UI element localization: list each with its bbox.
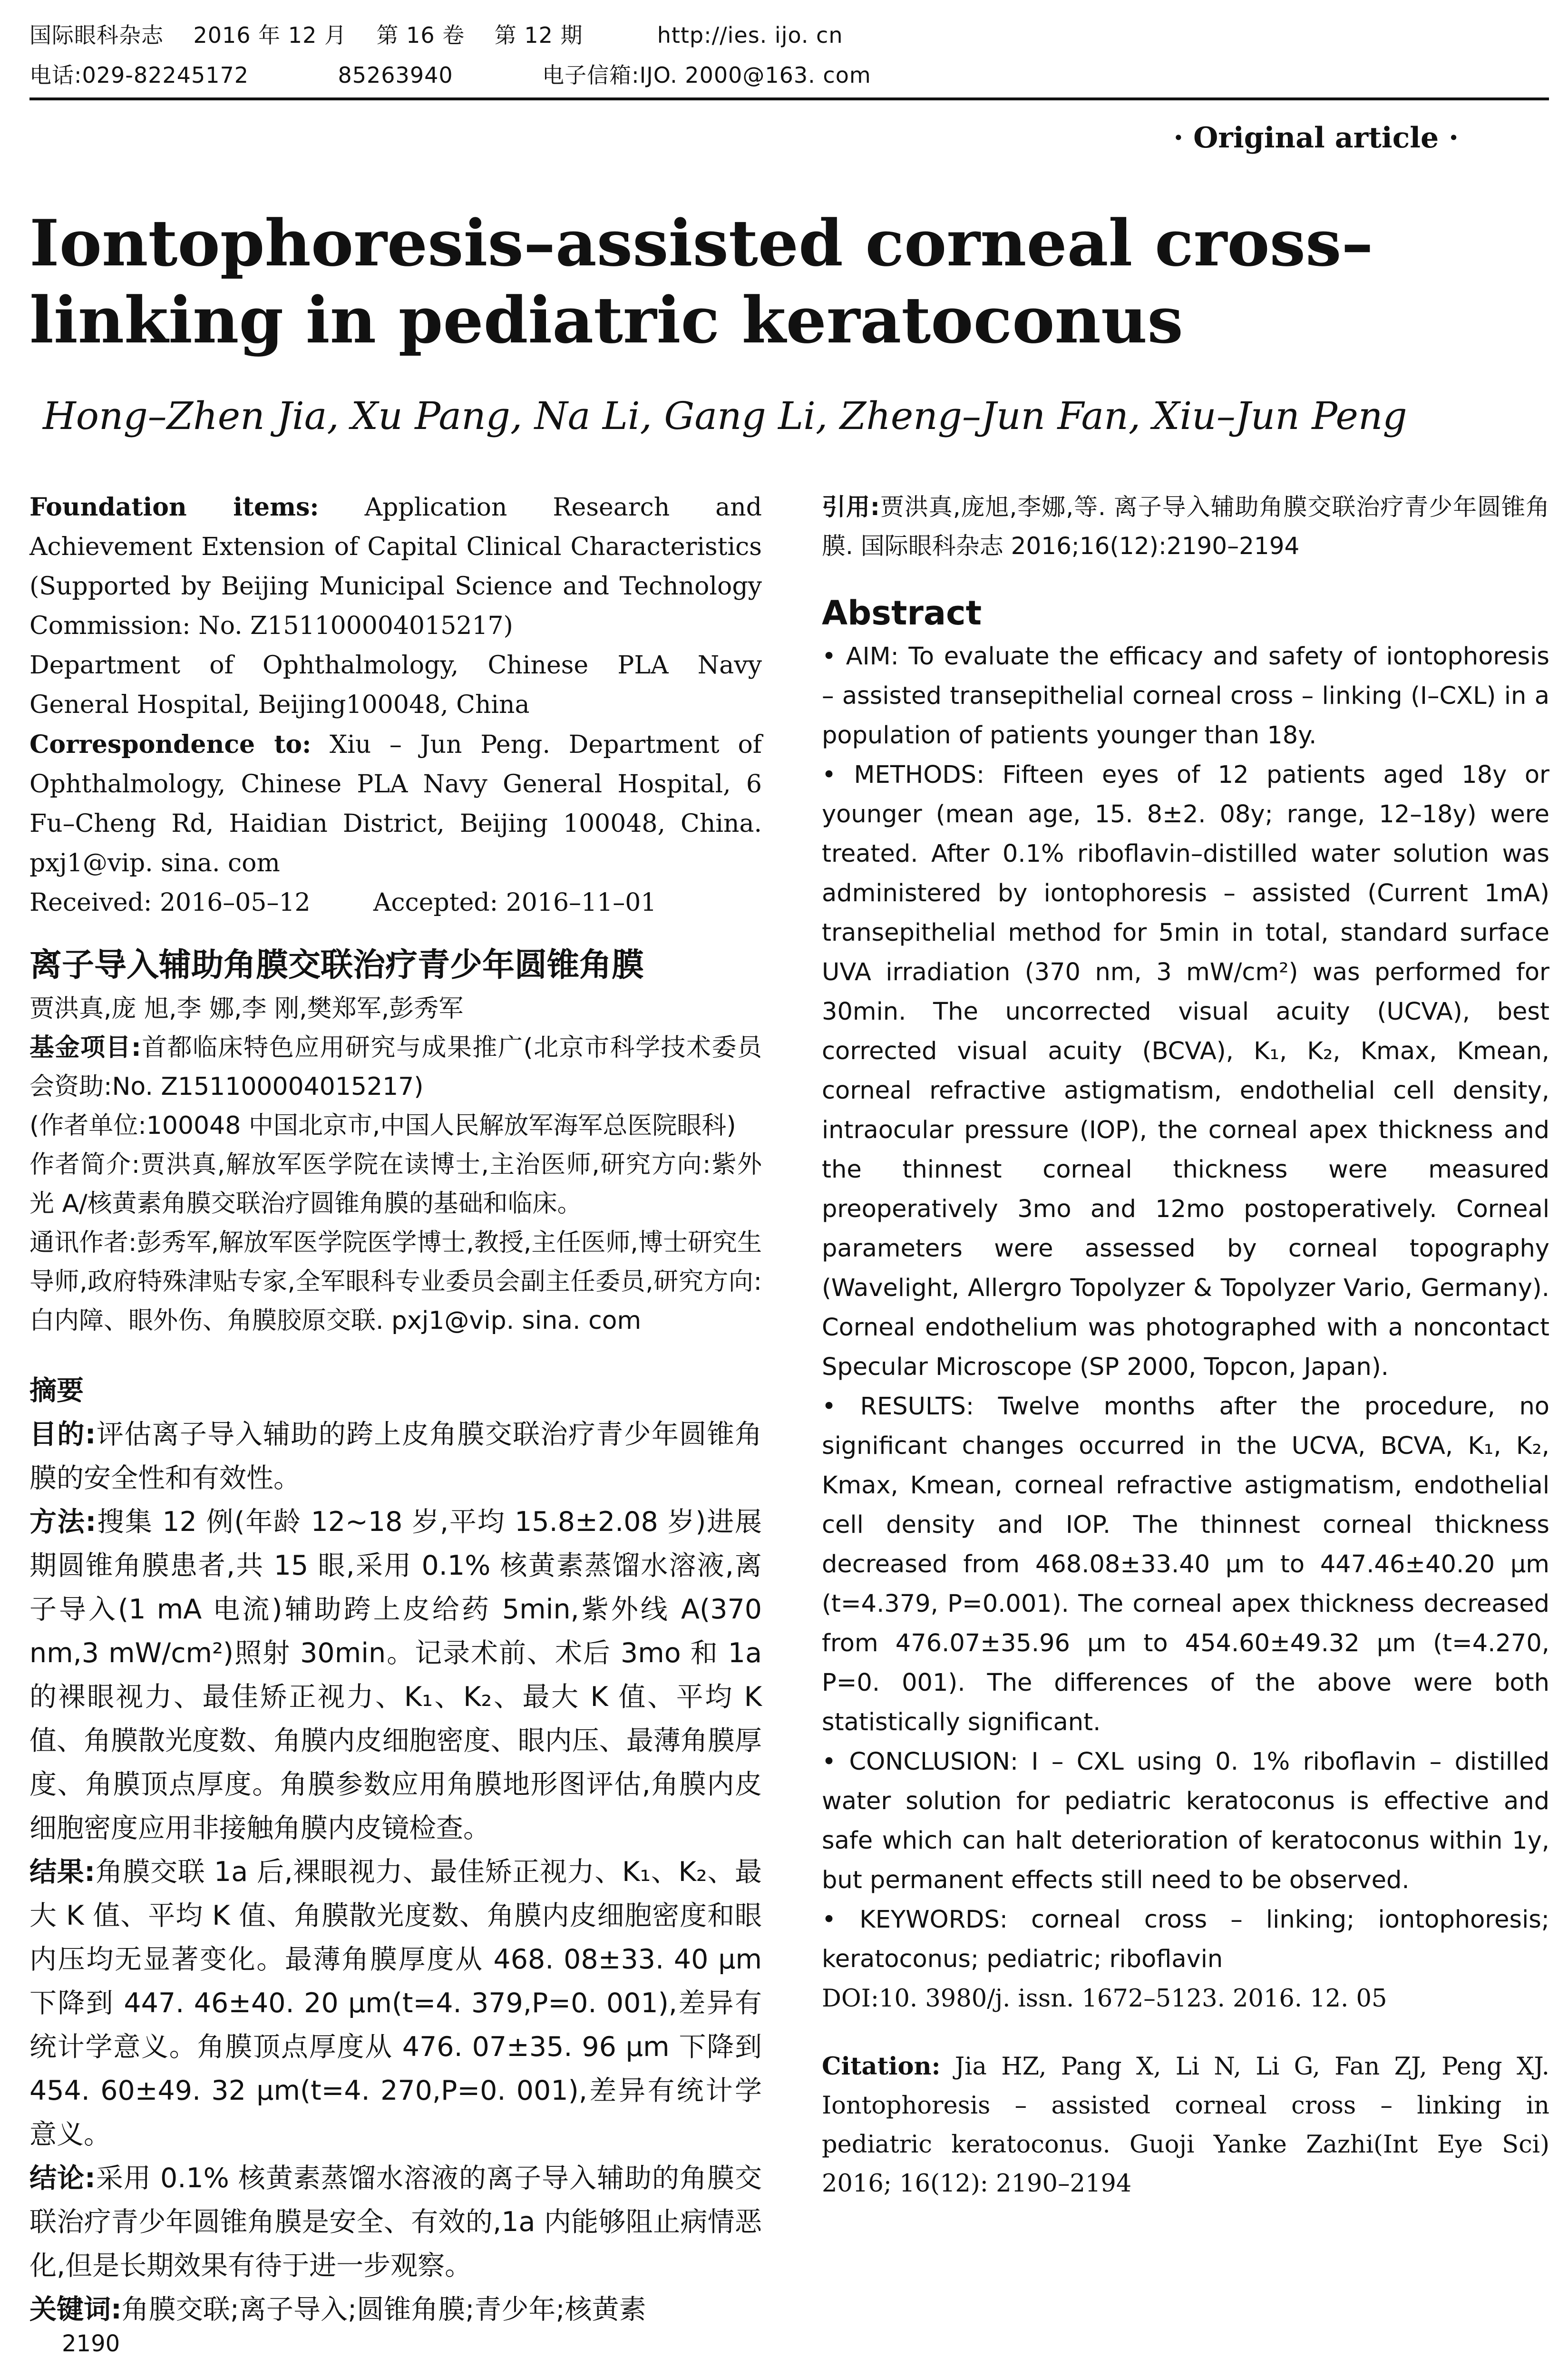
chinese-aim-text: 评估离子导入辅助的跨上皮角膜交联治疗青少年圆锥角膜的安全性和有效性。 <box>29 1419 762 1494</box>
abstract-methods: • METHODS: Fifteen eyes of 12 patients aged 18y or younger (mean age, 15. 8±2. 08y; range, 12–18y) were treated. After 0.1% riboflavin–distilled water solution was administered by iontophoresis – assisted (Current 1mA) transepithelial method for 5min in total, standard surface UVA irradiation (370 nm, 3 mW/cm²) was performed for 30min. The uncorrected visual acuity (UCVA), best corrected visual acuity (BCVA), K₁, K₂, Kmax, Kmean, corneal refractive astigmatism, endothelial cell density, intraocular pressure (IOP), the corneal apex thickness and the thinnest corneal thickness were measured preoperatively 3mo and 12mo postoperatively. Corneal parameters were assessed by corneal topography (Wavelight, Allergro Topolyzer & Topolyzer Vario, Germany). Corneal endothelium was photographed with a noncontact Specular Microscope (SP 2000, Topcon, Japan). <box>822 761 1549 1381</box>
header-contact-line: 电话:029-82245172 85263940 电子信箱:IJO. 2000@163. com <box>29 62 871 88</box>
chinese-keywords-text: 角膜交联;离子导入;圆锥角膜;青少年;核黄素 <box>121 2294 646 2325</box>
chinese-results-label: 结果: <box>29 1856 96 1888</box>
chinese-keywords-label: 关键词: <box>29 2294 122 2325</box>
abstract-aim: • AIM: To evaluate the efficacy and safety of iontophoresis – assisted transepithelial corneal cross – linking (I–CXL) in a population of patients younger than 18y. <box>822 643 1549 750</box>
article-type: · Original article · <box>1173 121 1459 155</box>
chinese-results <box>29 1850 762 2156</box>
header-divider <box>29 97 1549 100</box>
chinese-citation-label: 引用: <box>822 493 880 521</box>
chinese-author-intro: 作者简介:贾洪真,解放军医学院在读博士,主治医师,研究方向:紫外光 A/核黄素角膜交联治疗圆锥角膜的基础和临床。 <box>29 1150 762 1218</box>
author-list: Hong–Zhen Jia, Xu Pang, Na Li, Gang Li, Zheng–Jun Fan, Xiu–Jun Peng <box>43 394 1407 438</box>
department: Department of Ophthalmology, Chinese PLA Navy General Hospital, Beijing100048, China <box>29 651 762 719</box>
received-accepted: Received: 2016–05–12 Accepted: 2016–11–01 <box>29 888 657 917</box>
foundation-text: Application Research and Achievement Extension of Capital Clinical Characteristics (Supported by Beijing Municipal Science and Technology Commission: No. Z151100004015217) <box>29 493 762 640</box>
abstract-results: • RESULTS: Twelve months after the procedure, no significant changes occurred in the UCVA, BCVA, K₁, K₂, Kmax, Kmean, corneal refractive astigmatism, endothelial cell density and IOP. The thinnest corneal thickness decreased from 468.08±33.40 μm to 447.46±40.20 μm (t=4.379, P=0.001). The corneal apex thickness decreased from 476.07±35.96 μm to 454.60±49.32 μm (t=4.270, P=0. 001). The differences of the above were both statistically significant. <box>822 1393 1549 1736</box>
abstract-heading: Abstract <box>822 594 982 633</box>
chinese-fund <box>29 1028 762 1106</box>
doi: DOI:10. 3980/j. issn. 1672–5123. 2016. 12. 05 <box>822 1985 1387 2013</box>
foundation-label: Foundation items: <box>29 493 319 522</box>
abstract-conclusion: • CONCLUSION: I – CXL using 0. 1% riboflavin – distilled water solution for pediatric keratoconus is effective and safe which can halt deterioration of keratoconus within 1y, but permanent effects still need to be observed. <box>822 1748 1549 1894</box>
english-abstract <box>822 637 1549 2018</box>
chinese-results-text: 角膜交联 1a 后,裸眼视力、最佳矫正视力、K₁、K₂、最大 K 值、平均 K 值、角膜散光度数、角膜内皮细胞密度和眼内压均无显著变化。最薄角膜厚度从 468. 08±33. 40 μm 下降到 447. 46±40. 20 μm(t=4. 379,P=0. 001),差异有统计学意义。角膜顶点厚度从 476. 07±35. 96 μm 下降到 454. 60±49. 32 μm(t=4. 270,P=0. 001),差异有统计学意义。 <box>29 1856 762 2150</box>
chinese-fund-text: 首都临床特色应用研究与成果推广(北京市科学技术委员会资助:No. Z151100004015217) <box>29 1033 762 1101</box>
article-title: Iontophoresis–assisted corneal cross–linking in pediatric keratoconus <box>29 205 1373 358</box>
chinese-title: 离子导入辅助角膜交联治疗青少年圆锥角膜 <box>29 946 644 984</box>
abstract-keywords: • KEYWORDS: corneal cross – linking; iontophoresis; keratoconus; pediatric; riboflavin <box>822 1906 1549 1973</box>
chinese-aim-label: 目的: <box>29 1419 96 1450</box>
header-journal-line: 国际眼科杂志 2016 年 12 月 第 16 卷 第 12 期 http://ies. ijo. cn <box>29 22 843 48</box>
chinese-corresponding-author: 通讯作者:彭秀军,解放军医学院医学博士,教授,主任医师,博士研究生导师,政府特殊津贴专家,全军眼科专业委员会副主任委员,研究方向:白内障、眼外伤、角膜胶原交联. pxj1@vip. sina. com <box>29 1228 762 1335</box>
right-column <box>822 487 1549 2203</box>
chinese-methods-label: 方法: <box>29 1506 97 1538</box>
citation-label: Citation: <box>822 2052 941 2081</box>
chinese-conclusion-label: 结论: <box>29 2163 96 2194</box>
left-column <box>29 487 762 2331</box>
chinese-unit: (作者单位:100048 中国北京市,中国人民解放军海军总医院眼科) <box>29 1111 736 1140</box>
chinese-conclusion-text: 采用 0.1% 核黄素蒸馏水溶液的离子导入辅助的角膜交联治疗青少年圆锥角膜是安全、有效的,1a 内能够阻止病情恶化,但是长期效果有待于进一步观察。 <box>29 2163 762 2281</box>
chinese-methods-text: 搜集 12 例(年龄 12~18 岁,平均 15.8±2.08 岁)进展期圆锥角膜患者,共 15 眼,采用 0.1% 核黄素蒸馏水溶液,离子导入(1 mA 电流)辅助跨上皮给药 5min,紫外线 A(370 nm,3 mW/cm²)照射 30min。记录术前、术后 3mo 和 1a 的裸眼视力、最佳矫正视力、K₁、K₂、最大 K 值、平均 K 值、角膜散光度数、角膜内皮细胞密度、眼内压、最薄角膜厚度、角膜顶点厚度。角膜参数应用角膜地形图评估,角膜内皮细胞密度应用非接触角膜内皮镜检查。 <box>29 1506 762 1844</box>
citation-text: Jia HZ, Pang X, Li N, Li G, Fan ZJ, Peng XJ. Iontophoresis – assisted corneal cross – linking in pediatric keratoconus. Guoji Yanke Zazhi(Int Eye Sci) 2016; 16(12): 2190–2194 <box>822 2053 1549 2198</box>
chinese-aim <box>29 1413 762 1500</box>
chinese-citation <box>822 487 1549 565</box>
correspondence-text: Xiu – Jun Peng. Department of Ophthalmology, Chinese PLA Navy General Hospital, 6 Fu–Cheng Rd, Haidian District, Beijing 100048, China. pxj1@vip. sina. com <box>29 731 762 877</box>
chinese-fund-label: 基金项目: <box>29 1033 141 1062</box>
page-number: 2190 <box>62 2330 120 2357</box>
chinese-abstract-heading: 摘要 <box>29 1375 84 1406</box>
correspondence-label: Correspondence to: <box>29 730 312 759</box>
chinese-methods <box>29 1500 762 1850</box>
correspondence <box>29 725 762 883</box>
citation <box>822 2047 1549 2203</box>
foundation-items <box>29 487 762 646</box>
chinese-citation-text: 贾洪真,庞旭,李娜,等. 离子导入辅助角膜交联治疗青少年圆锥角膜. 国际眼科杂志 2016;16(12):2190–2194 <box>822 493 1549 560</box>
chinese-conclusion <box>29 2156 762 2288</box>
chinese-authors: 贾洪真,庞 旭,李 娜,李 刚,樊郑军,彭秀军 <box>29 994 464 1023</box>
chinese-keywords <box>29 2288 762 2331</box>
